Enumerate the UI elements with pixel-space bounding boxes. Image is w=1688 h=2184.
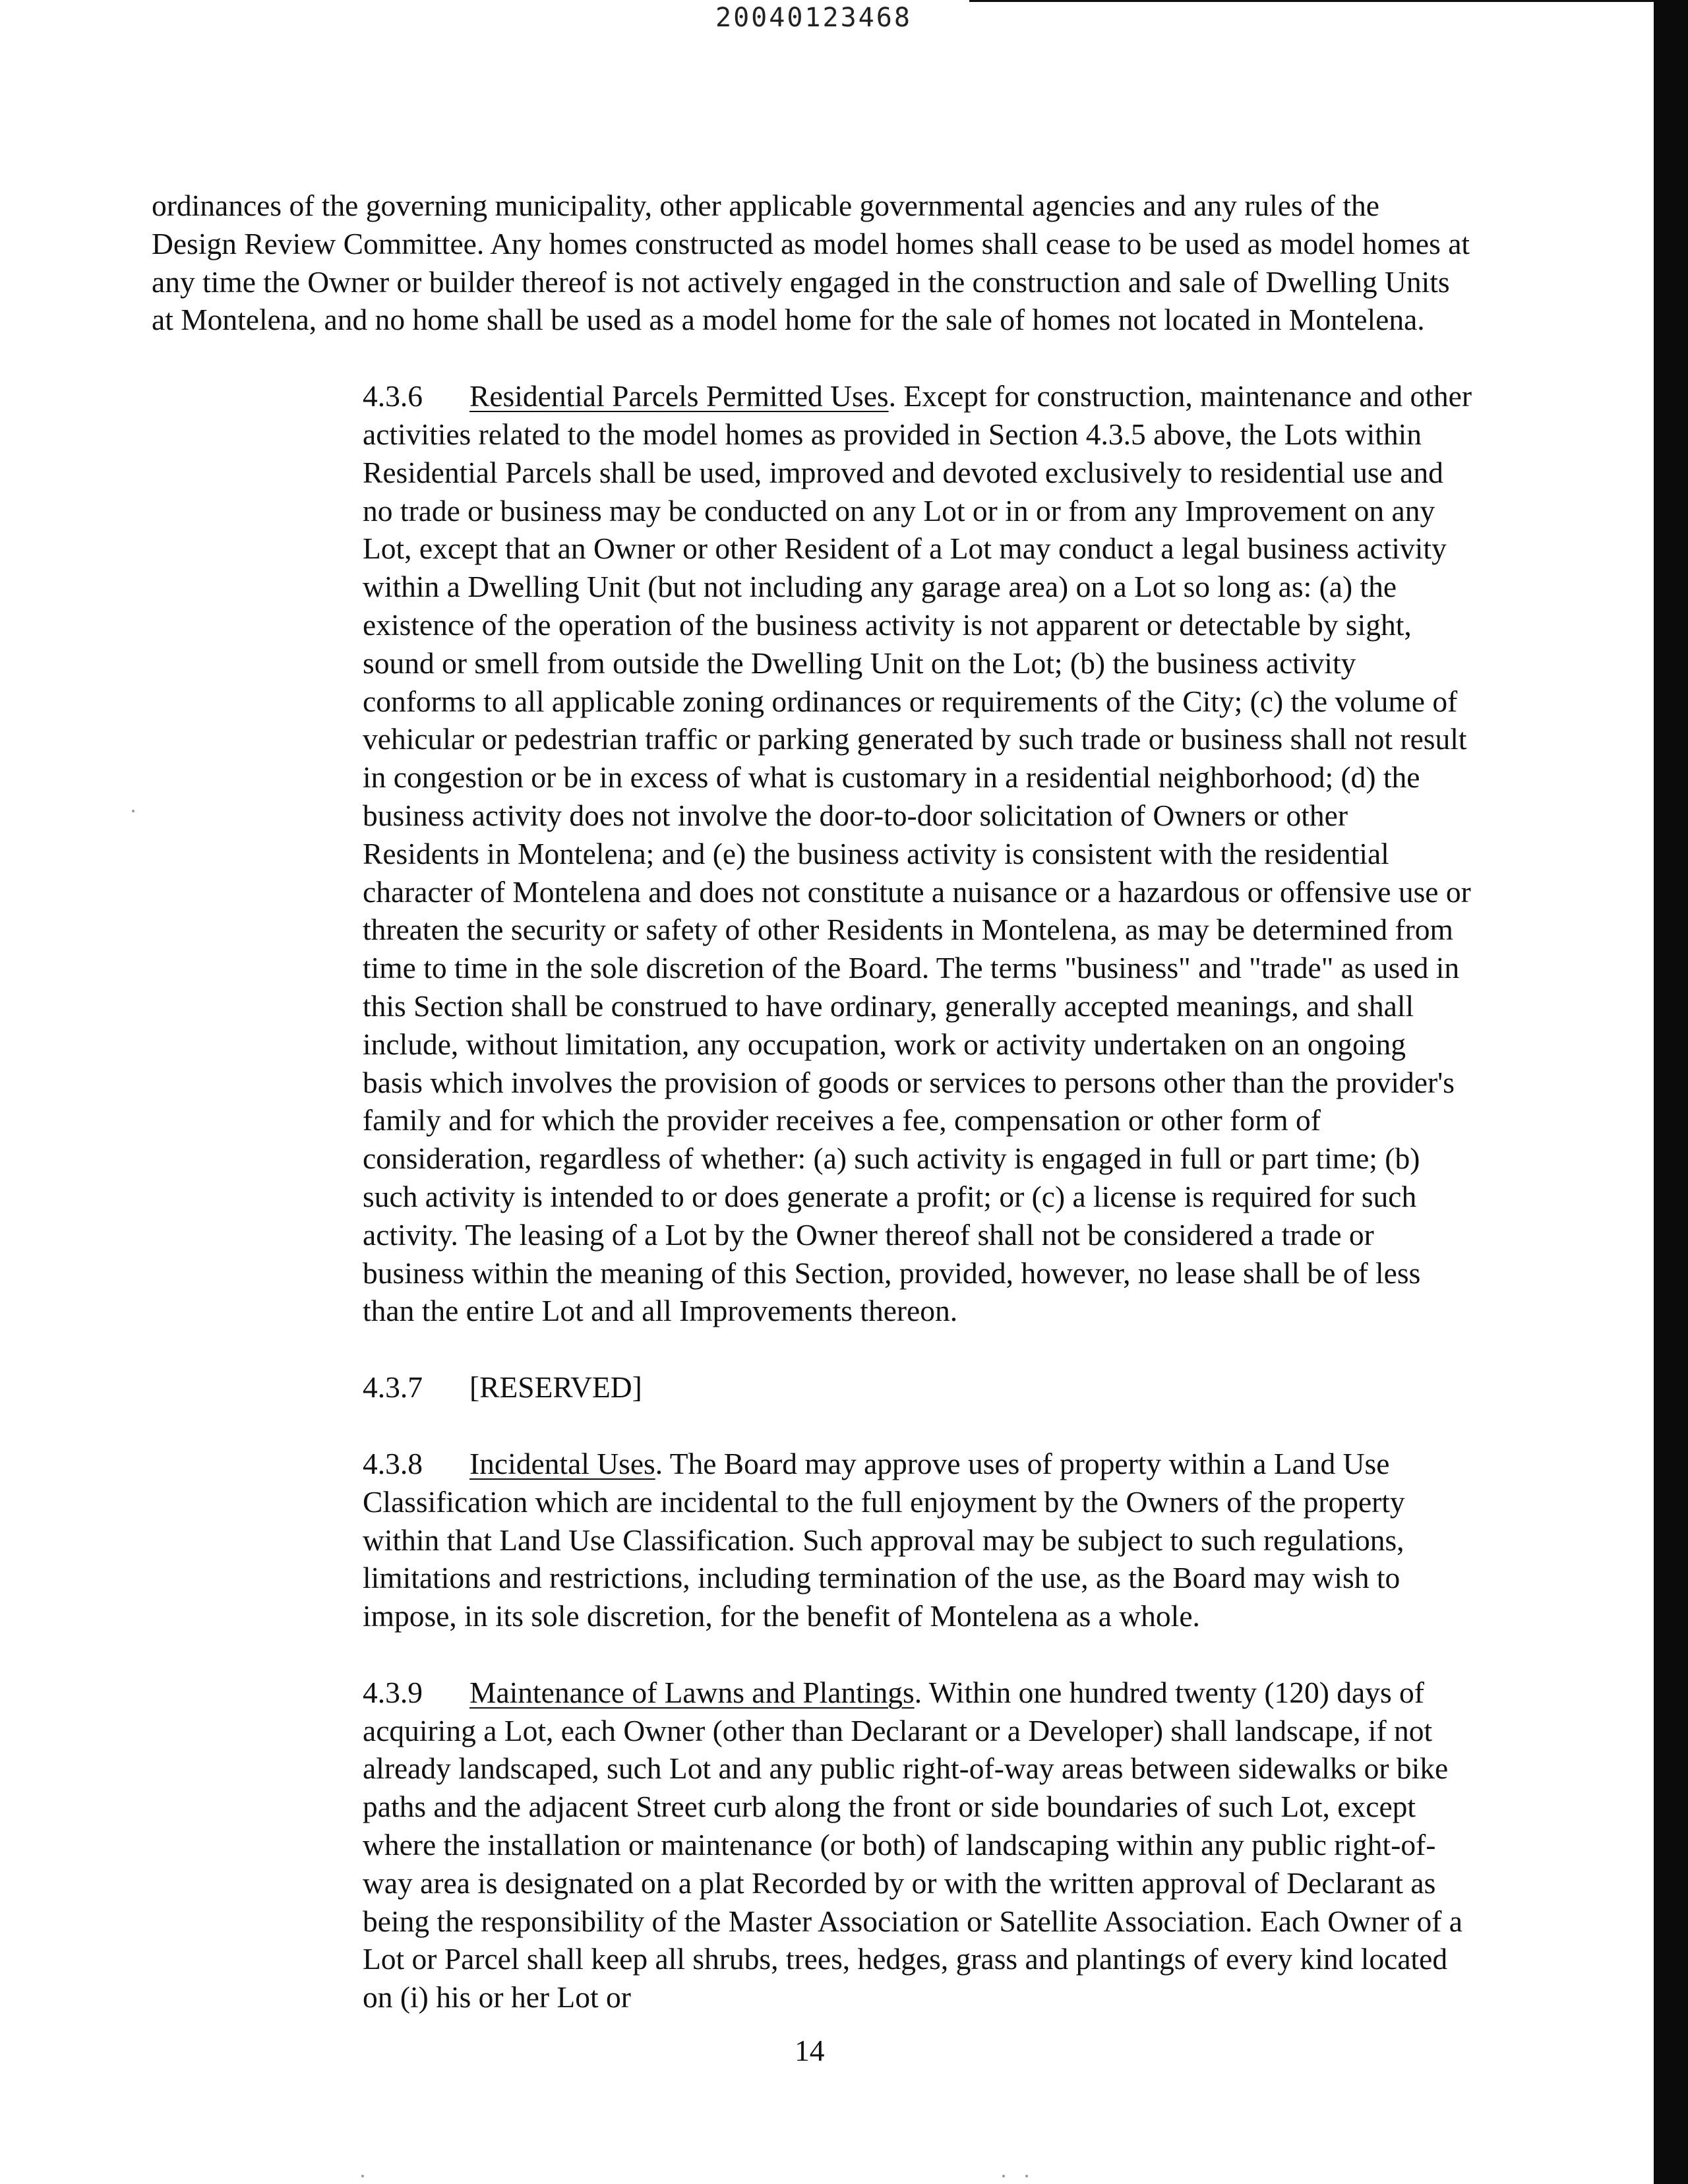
section-title: Residential Parcels Permitted Uses <box>469 379 889 413</box>
section-4-3-9 <box>152 1674 1472 2017</box>
document-number: 20040123468 <box>715 3 912 33</box>
top-scan-rule <box>969 0 1662 2</box>
section-number: 4.3.7 <box>363 1370 423 1405</box>
scan-edge-bar <box>1654 0 1688 2184</box>
section-text: . The Board may approve uses of property within a Land Use Classification which are incidental to the full enjoyment by the Owners of the property within that Land Use Classification. Such approval may be subject to such regulations, limitations and restrictions, including termination of the use, as the Board may wish to impose, in its sole discretion, for the benefit of Montelena as a whole. <box>363 1446 1405 1633</box>
section-text: [RESERVED] <box>469 1370 642 1405</box>
section-4-3-6 <box>152 377 1472 1330</box>
scan-speck <box>1025 2175 1028 2177</box>
scan-speck <box>1002 2175 1005 2177</box>
section-title: Maintenance of Lawns and Plantings <box>469 1675 915 1709</box>
paragraph-continuation: ordinances of the governing municipality, other applicable governmental agencies and any rules of the Design Review Committee. Any homes constructed as model homes shall cease to be used as model homes at any time the Owner or builder thereof is not actively engaged in the construction and sale of Dwelling Units at Montelena, and no home shall be used as a model home for the sale of homes not located in Montelena. <box>152 189 1470 337</box>
body-text <box>152 187 1472 2017</box>
section-number: 4.3.9 <box>363 1675 423 1709</box>
scan-speck <box>132 810 135 812</box>
scan-speck <box>361 2175 364 2177</box>
section-text: . Except for construction, maintenance and other activities related to the model homes as provided in Section 4.3.5 above, the Lots within Residential Parcels shall be used, improved and devoted exclusively to residential use and no trade or business may be conducted on any Lot or in or from any Improvement on any Lot, except that an Owner or other Resident of a Lot may conduct a legal business activity within a Dwelling Unit (but not including any garage area) on a Lot so long as: (a) the existence of the operation of the business activity is not apparent or detectable by sight, sound or smell from outside the Dwelling Unit on the Lot; (b) the business activity conforms to all applicable zoning ordinances or requirements of the City; (c) the volume of vehicular or pedestrian traffic or parking generated by such trade or business shall not result in congestion or be in excess of what is customary in a residential neighborhood; (d) the business activity does not involve the door-to-door solicitation of Owners or other Residents in Montelena; and (e) the business activity is consistent with the residential character of Montelena and does not constitute a nuisance or a hazardous or offensive use or threaten the security or safety of other Residents in Montelena, as may be determined from time to time in the sole discretion of the Board. The terms "business" and "trade" as used in this Section shall be construed to have ordinary, generally accepted meanings, and shall include, without limitation, any occupation, work or activity undertaken on an ongoing basis which involves the provision of goods or services to persons other than the provider's family and for which the provider receives a fee, compensation or other form of consideration, regardless of whether: (a) such activity is engaged in full or part time; (b) such activity is intended to or does generate a profit; or (c) a license is required for such activity. The leasing of a Lot by the Owner thereof shall not be considered a trade or business within the meaning of this Section, provided, however, no lease shall be of less than the entire Lot and all Improvements thereon. <box>363 379 1472 1328</box>
section-title: Incidental Uses <box>469 1446 655 1480</box>
section-number: 4.3.8 <box>363 1446 423 1480</box>
section-4-3-8 <box>152 1445 1472 1635</box>
section-4-3-7 <box>152 1368 1472 1407</box>
page-number: 14 <box>795 2034 825 2067</box>
section-text: . Within one hundred twenty (120) days of acquiring a Lot, each Owner (other than Declarant or a Developer) shall landscape, if not already landscaped, such Lot and any public right-of-way areas between sidewalks or bike paths and the adjacent Street curb along the front or side boundaries of such Lot, except where the installation or maintenance (or both) of landscaping within any public right-of-way area is designated on a plat Recorded by or with the written approval of Declarant as being the responsibility of the Master Association or Satellite Association. Each Owner of a Lot or Parcel shall keep all shrubs, trees, hedges, grass and plantings of every kind located on (i) his or her Lot or <box>363 1675 1462 2015</box>
section-number: 4.3.6 <box>363 379 423 413</box>
